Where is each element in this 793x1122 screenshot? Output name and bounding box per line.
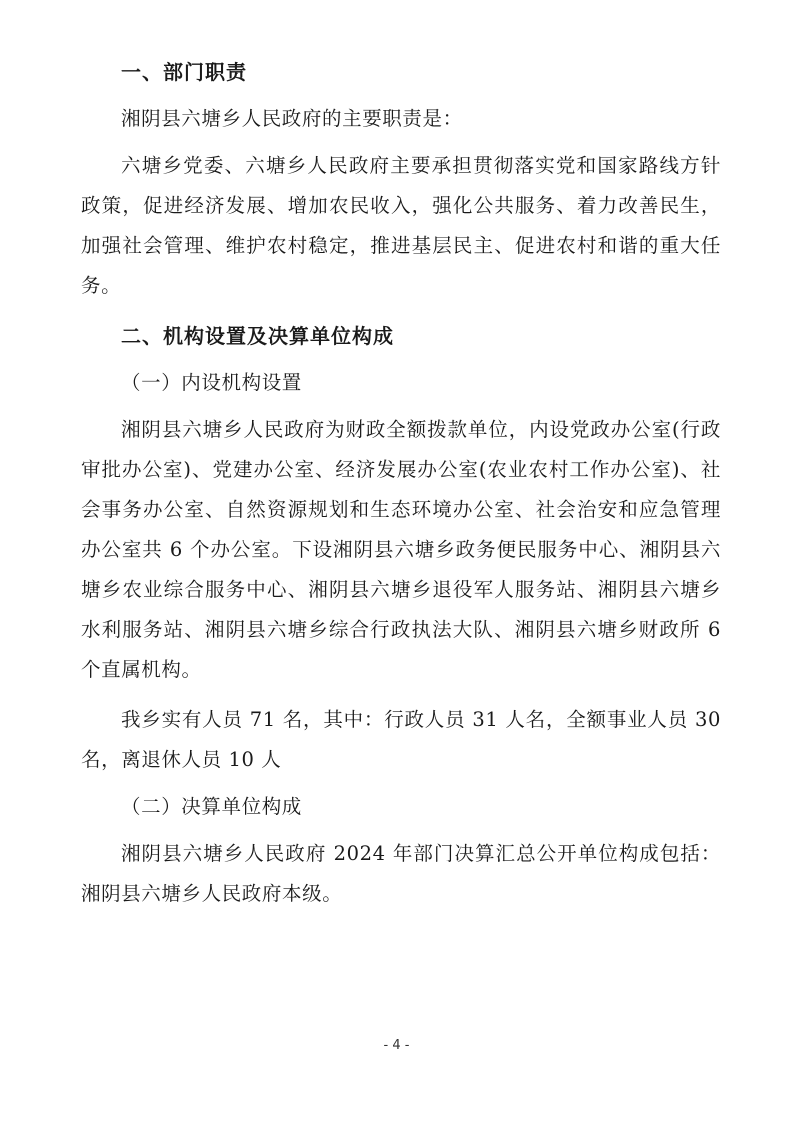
document-body — [81, 52, 721, 914]
unit-composition-body: 湘阴县六塘乡人民政府 2024 年部门决算汇总公开单位构成包括：湘阴县六塘乡人民政府本级。 — [81, 842, 721, 905]
subheading-internal-structure: （一）内设机构设置 — [121, 371, 302, 394]
staff-count-paragraph: 我乡实有人员 71 名，其中：行政人员 31 人名，全额事业人员 30 名，离退休人员 10 人 — [81, 708, 721, 771]
section-heading-structure: 二、机构设置及决算单位构成 — [121, 324, 394, 348]
subheading-unit-composition: （二）决算单位构成 — [121, 795, 302, 818]
duties-body: 六塘乡党委、六塘乡人民政府主要承担贯彻落实党和国家路线方针政策，促进经济发展、增加农民收入，强化公共服务、着力改善民生，加强社会管理、维护农村稳定，推进基层民主、促进农村和谐的重大任务。 — [81, 154, 721, 297]
internal-structure-body: 湘阴县六塘乡人民政府为财政全额拨款单位，内设党政办公室(行政审批办公室)、党建办公室、经济发展办公室(农业农村工作办公室)、社会事务办公室、自然资源规划和生态环境办公室、社会治安和应急管理办公室共 6 个办公室。下设湘阴县六塘乡政务便民服务中心、湘阴县六塘乡农业综合服务中心、湘阴县六塘乡退役军人服务站、湘阴县六塘乡水利服务站、湘阴县六塘乡综合行政执法大队、湘阴县六塘乡财政所 6 个直属机构。 — [81, 418, 721, 681]
duties-intro: 湘阴县六塘乡人民政府的主要职责是： — [121, 107, 463, 130]
section-heading-duties: 一、部门职责 — [121, 60, 247, 84]
page-number: - 4 - — [383, 1038, 410, 1053]
